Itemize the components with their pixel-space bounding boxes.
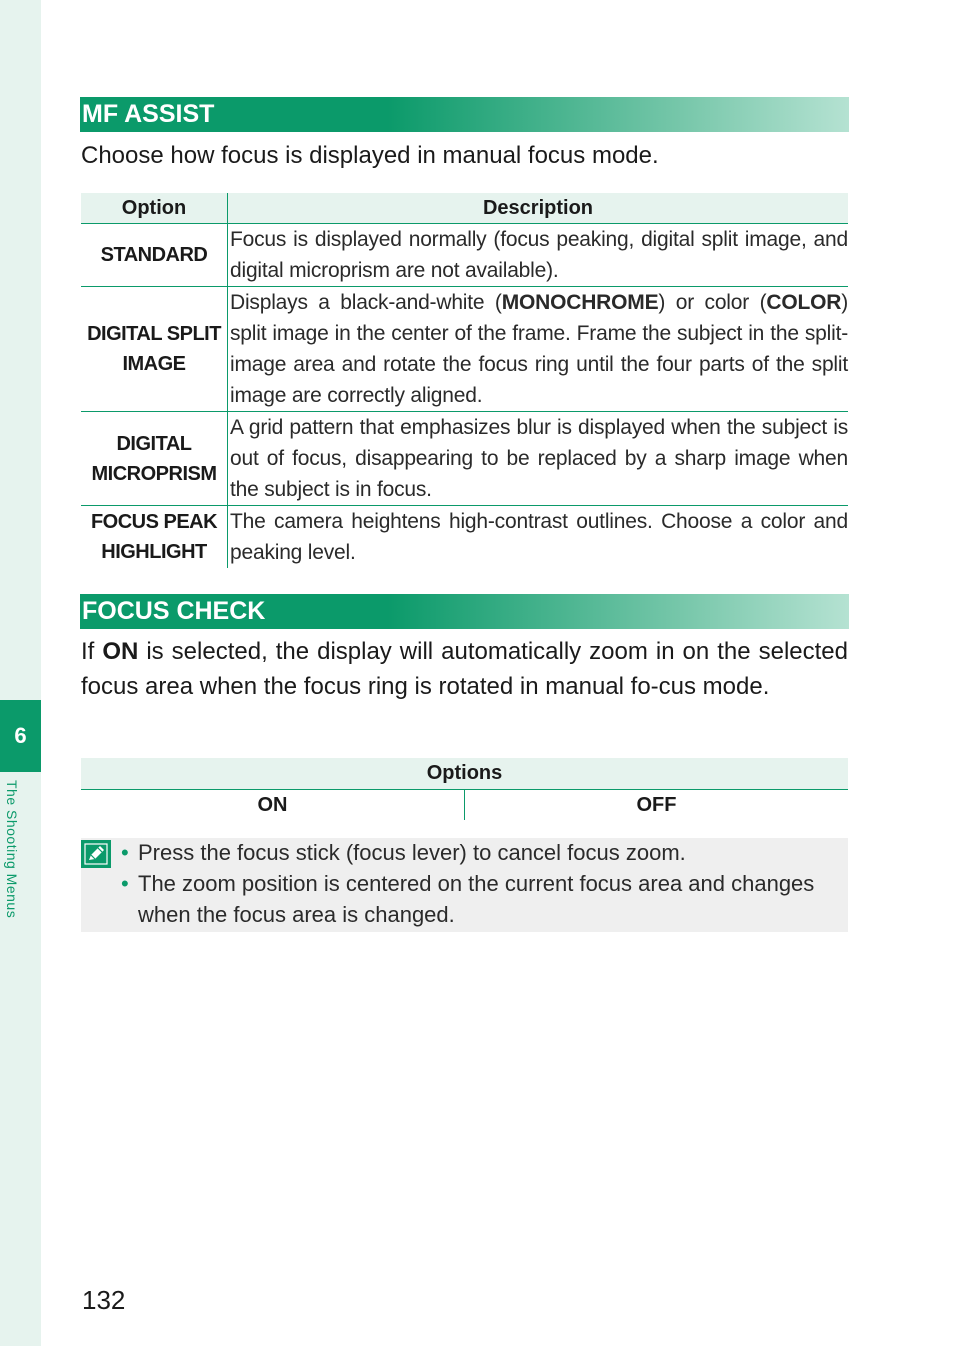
- option-label: STANDARD: [100, 244, 208, 266]
- description-text: ) or color (: [658, 291, 767, 314]
- focus-check-intro: [81, 634, 848, 704]
- page-number: 132: [82, 1285, 126, 1315]
- bullet-icon: •: [121, 871, 129, 896]
- focus-check-heading: FOCUS CHECK: [80, 594, 849, 629]
- option-label: DIGITAL: [116, 432, 192, 455]
- option-off: OFF: [636, 793, 677, 816]
- option-on: ON: [81, 790, 465, 821]
- bullet-icon: •: [121, 840, 129, 865]
- option-description: [228, 287, 849, 412]
- intro-text: is selected, the display will automatically zoom in on the selected focus area when the focus ring is rotated in manual fo-cus mode.: [81, 638, 848, 700]
- table-row: [81, 412, 848, 506]
- table-header-option: Option: [81, 193, 228, 224]
- table-row: [81, 506, 848, 569]
- table-header-description: Description: [228, 193, 849, 224]
- option-description: A grid pattern that emphasizes blur is displayed when the subject is out of focus, disappearing to be replaced by a sharp image when the subject is in focus.: [228, 412, 849, 506]
- description-text: Displays a black-and-white (: [230, 291, 502, 314]
- note-item: [121, 868, 845, 930]
- option-label: HIGHLIGHT: [101, 541, 207, 563]
- description-text: ) split image in the center of the frame. Frame the subject in the split-image area and rotate the focus ring until the four parts of the split image are correctly aligned.: [230, 291, 848, 407]
- option-label: FOCUS PEAK: [90, 511, 218, 533]
- note-item: [121, 837, 845, 868]
- focus-check-options-table: [81, 758, 848, 820]
- note-text: Press the focus stick (focus lever) to cancel focus zoom.: [138, 840, 686, 865]
- note-box: [81, 838, 848, 932]
- table-row: [81, 224, 848, 287]
- table-row: [81, 287, 848, 412]
- sidebar-strip: [0, 0, 41, 1346]
- option-label: IMAGE: [122, 353, 186, 375]
- mf-assist-intro: Choose how focus is displayed in manual focus mode.: [81, 142, 659, 169]
- option-description: Focus is displayed normally (focus peaking, digital split image, and digital microprism are not available).: [230, 228, 848, 282]
- mf-assist-heading: MF ASSIST: [80, 97, 849, 132]
- option-digital-split-image: [81, 287, 228, 412]
- chapter-tab: [0, 700, 41, 772]
- option-standard: [81, 224, 228, 287]
- option-digital-microprism: [81, 412, 228, 506]
- chapter-label: The Shooting Menus: [4, 780, 20, 919]
- note-list: [121, 837, 845, 930]
- option-focus-peak-highlight: [81, 506, 228, 569]
- monochrome-keyword: MONOCHROME: [501, 291, 659, 314]
- note-pencil-icon: [81, 840, 111, 868]
- note-text: The zoom position is centered on the current focus area and changes when the focus area is changed.: [138, 871, 815, 927]
- table-row: [81, 790, 848, 821]
- option-label: DIGITAL SPLIT: [87, 323, 221, 345]
- option-label: MICROPRISM: [91, 462, 217, 485]
- color-keyword: COLOR: [766, 291, 842, 314]
- option-description: The camera heightens high-contrast outlines. Choose a color and peaking level.: [228, 506, 849, 569]
- mf-assist-table: [81, 193, 848, 568]
- on-keyword: ON: [102, 638, 139, 665]
- intro-text: If: [81, 638, 103, 665]
- options-header: Options: [81, 758, 848, 790]
- chapter-number: 6: [14, 723, 27, 748]
